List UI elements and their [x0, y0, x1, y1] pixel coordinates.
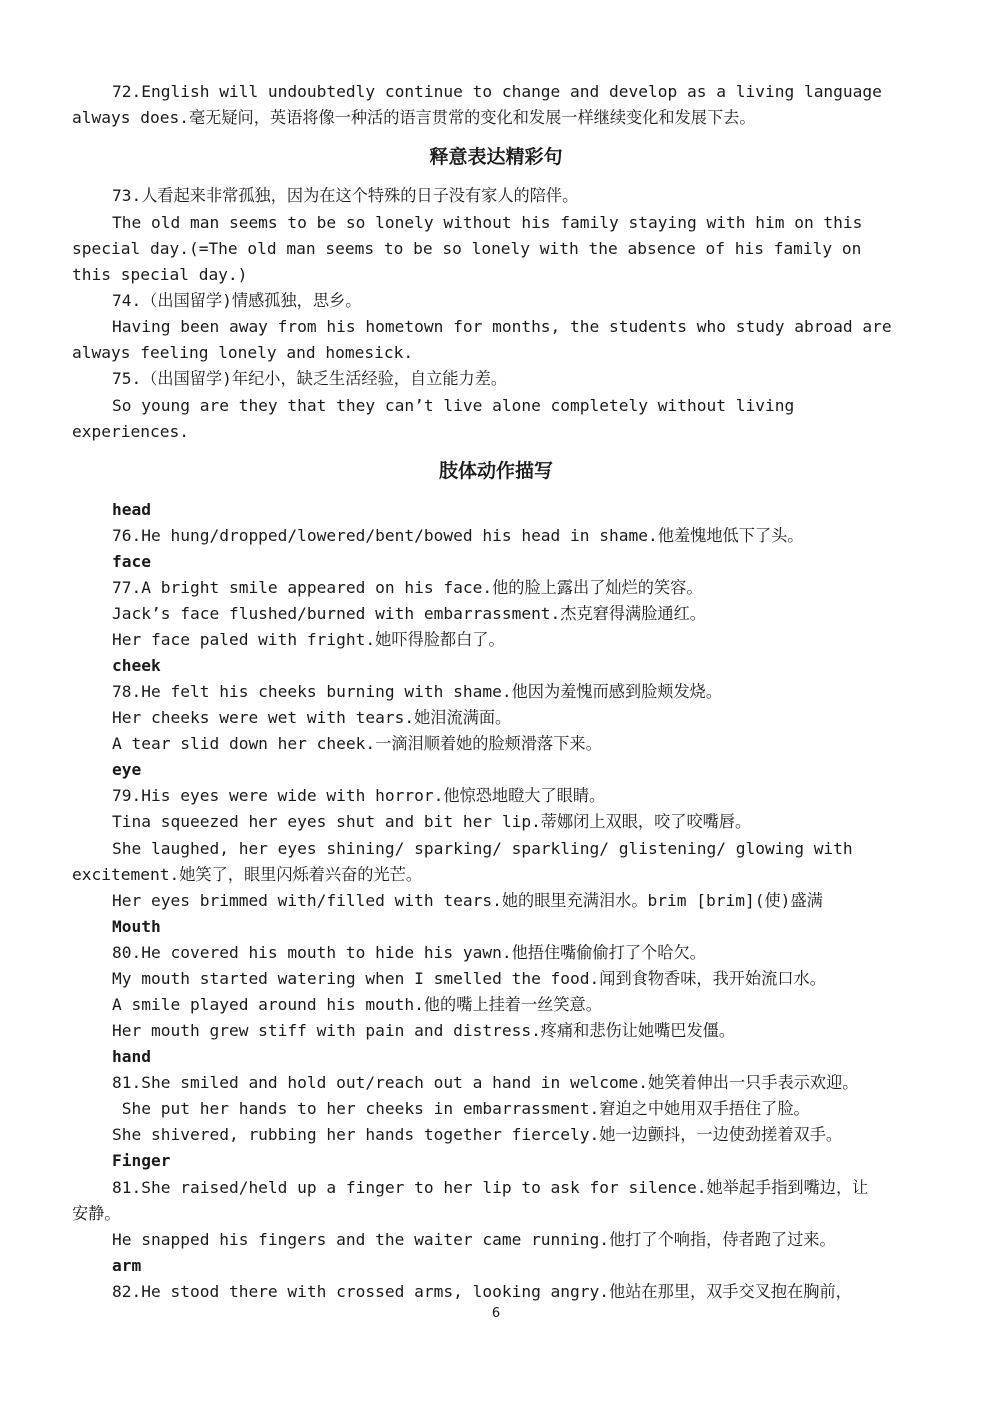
subheading: hand [112, 1047, 151, 1066]
text-line: Jack’s face flushed/burned with embarrassment.杰克窘得满脸通红。 [112, 604, 706, 623]
text-line: 76.He hung/dropped/lowered/bent/bowed his head in shame.他羞愧地低下了头。 [112, 526, 804, 545]
text-line: 78.He felt his cheeks burning with shame.他因为羞愧而感到脸颊发烧。 [112, 682, 723, 701]
text-line: Having been away from his hometown for months, the students who study abroad are [112, 317, 892, 336]
subheading: arm [112, 1256, 142, 1275]
text-line: 74.（出国留学)情感孤独，思乡。 [112, 291, 362, 310]
text-line: 安静。 [72, 1204, 121, 1223]
text-line: 73.人看起来非常孤独，因为在这个特殊的日子没有家人的陪伴。 [112, 186, 579, 205]
subheading: Finger [112, 1151, 171, 1170]
text-line: A smile played around his mouth.他的嘴上挂着一丝笑意。 [112, 995, 602, 1014]
text-line: Her face paled with fright.她吓得脸都白了。 [112, 630, 505, 649]
text-line: 77.A bright smile appeared on his face.他的脸上露出了灿烂的笑容。 [112, 578, 703, 597]
text-line: She laughed, her eyes shining/ sparking/ sparkling/ glistening/ glowing with [112, 839, 853, 858]
text-line: experiences. [72, 422, 189, 441]
text-line: My mouth started watering when I smelled the food.闻到食物香味，我开始流口水。 [112, 969, 826, 988]
text-line: Her mouth grew stiff with pain and distress.疼痛和悲伤让她嘴巴发僵。 [112, 1021, 736, 1040]
text-line: She shivered, rubbing her hands together fiercely.她一边颤抖，一边使劲搓着双手。 [112, 1125, 843, 1144]
text-line: this special day.) [72, 265, 248, 284]
section-heading: 释意表达精彩句 [429, 146, 563, 168]
section-heading: 肢体动作描写 [438, 460, 553, 482]
text-line: special day.(=The old man seems to be so lonely with the absence of his family on [72, 239, 862, 258]
text-line: A tear slid down her cheek.一滴泪顺着她的脸颊滑落下来。 [112, 734, 602, 753]
text-line: Her cheeks were wet with tears.她泪流满面。 [112, 708, 512, 727]
text-line: So young are they that they can’t live alone completely without living [112, 396, 795, 415]
text-line: always does.毫无疑问，英语将像一种活的语言贯常的变化和发展一样继续变化和发展下去。 [72, 108, 756, 127]
subheading: eye [112, 760, 142, 779]
subheading: Mouth [112, 917, 161, 936]
text-line: 82.He stood there with crossed arms, looking angry.他站在那里，双手交叉抱在胸前， [112, 1282, 852, 1301]
text-line: Her eyes brimmed with/filled with tears.她的眼里充满泪水。brim [brim](使)盛满 [112, 891, 823, 910]
text-line: 80.He covered his mouth to hide his yawn.他捂住嘴偷偷打了个哈欠。 [112, 943, 706, 962]
subheading: face [112, 552, 151, 571]
text-line: 81.She smiled and hold out/reach out a hand in welcome.她笑着伸出一只手表示欢迎。 [112, 1073, 859, 1092]
text-line: He snapped his fingers and the waiter came running.他打了个响指，侍者跑了过来。 [112, 1230, 836, 1249]
text-line: 81.She raised/held up a finger to her lip to ask for silence.她举起手指到嘴边，让 [112, 1178, 869, 1197]
subheading: cheek [112, 656, 161, 675]
text-line: excitement.她笑了，眼里闪烁着兴奋的光芒。 [72, 865, 423, 884]
subheading: head [112, 500, 151, 519]
page-number: 6 [491, 1306, 501, 1321]
text-line: 72.English will undoubtedly continue to change and develop as a living language [112, 82, 882, 101]
text-line: The old man seems to be so lonely without his family staying with him on this [112, 213, 863, 232]
text-line: 75.（出国留学)年纪小，缺乏生活经验，自立能力差。 [112, 369, 508, 388]
text-line: She put her hands to her cheeks in embarrassment.窘迫之中她用双手捂住了脸。 [112, 1099, 810, 1118]
text-line: always feeling lonely and homesick. [72, 343, 414, 362]
text-line: Tina squeezed her eyes shut and bit her lip.蒂娜闭上双眼，咬了咬嘴唇。 [112, 812, 752, 831]
text-line: 79.His eyes were wide with horror.他惊恐地瞪大了眼睛。 [112, 786, 606, 805]
